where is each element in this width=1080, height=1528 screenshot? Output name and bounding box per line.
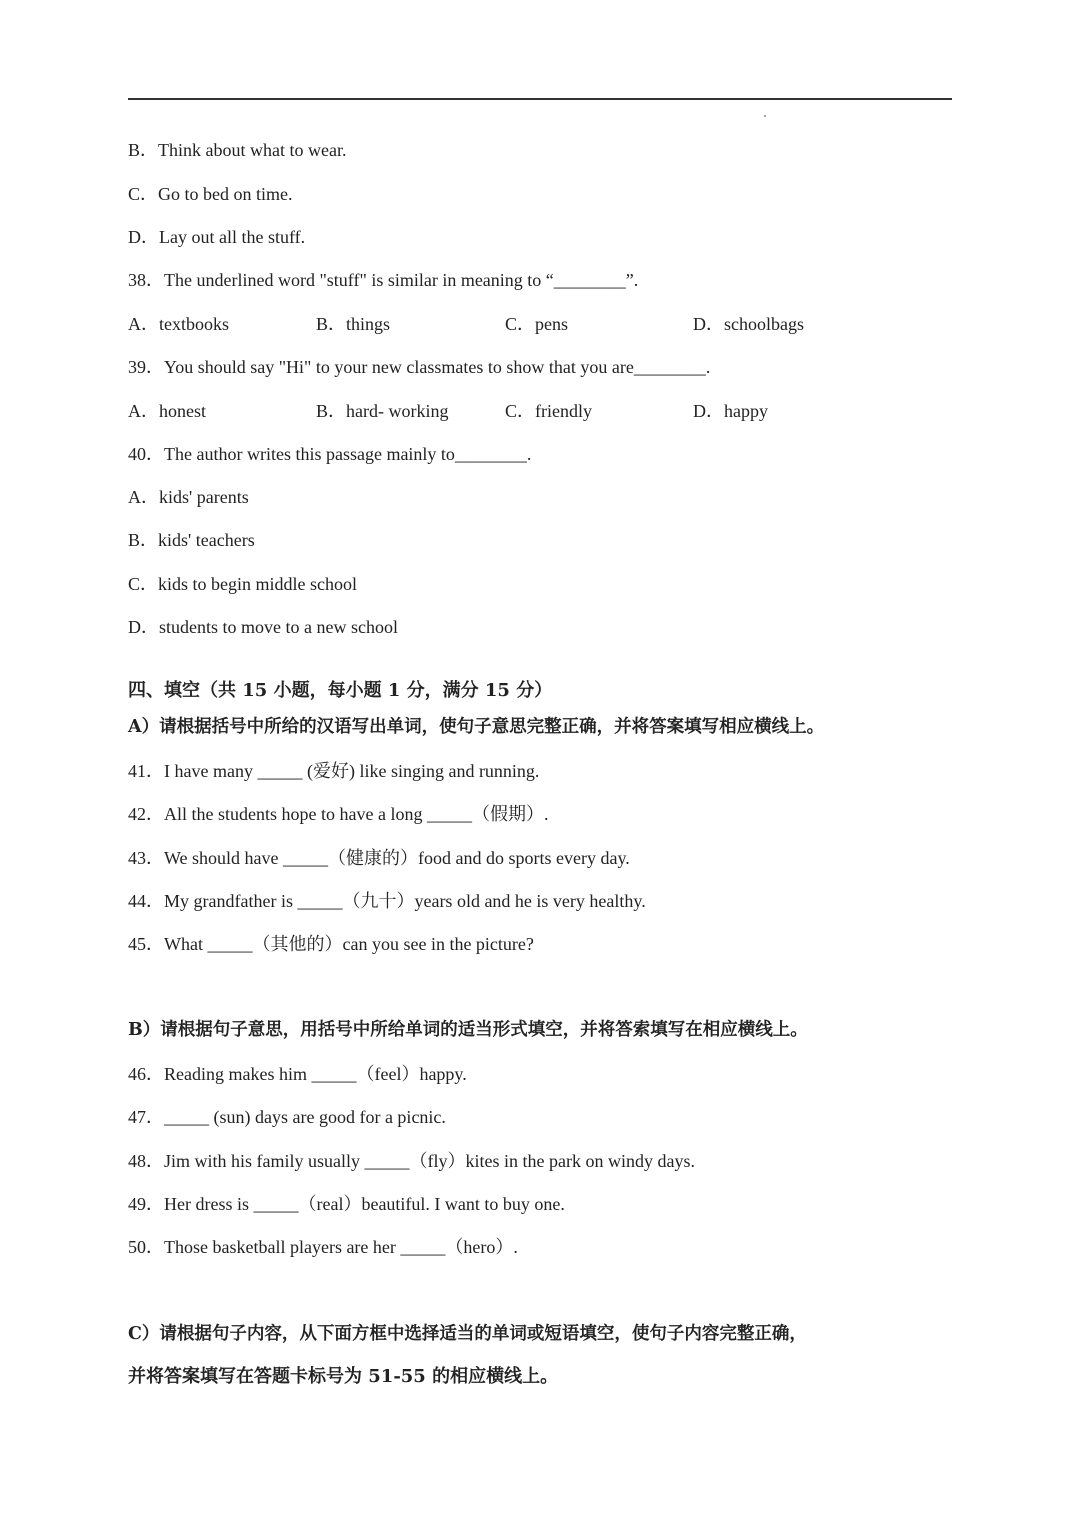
part-c-instruction-line-2: 并将答案填写在答题卡标号为 51-55 的相应横线上。 <box>128 1366 559 1387</box>
q40-option-b: B．kids' teachers <box>128 530 255 550</box>
question-46: 46．Reading makes him _____（feel）happy. <box>128 1064 467 1084</box>
header-rule <box>128 98 952 100</box>
question-48: 48．Jim with his family usually _____（fly）kites in the park on windy days. <box>128 1151 695 1171</box>
q38-option-d: D．schoolbags <box>693 314 804 334</box>
q40-option-d: D．students to move to a new school <box>128 617 398 637</box>
question-47: 47．_____ (sun) days are good for a picnic. <box>128 1107 446 1127</box>
q40-option-a: A．kids' parents <box>128 487 249 507</box>
q37-option-d: D．Lay out all the stuff. <box>128 227 306 247</box>
q40-option-c: C．kids to begin middle school <box>128 574 357 594</box>
q39-options <box>128 400 952 422</box>
q37-option-b: B．Think about what to wear. <box>128 140 347 160</box>
q38-option-a: A．textbooks <box>128 314 229 334</box>
q38-option-c: C．pens <box>505 314 568 334</box>
question-40: 40．The author writes this passage mainly to________. <box>128 444 532 464</box>
question-49: 49．Her dress is _____（real）beautiful. I want to buy one. <box>128 1194 565 1214</box>
part-c-instruction-line-1: C）请根据句子内容，从下面方框中选择适当的单词或短语填空，使句子内容完整正确， <box>128 1324 807 1344</box>
question-50: 50．Those basketball players are her _____（hero）. <box>128 1237 518 1257</box>
q38-options <box>128 313 952 335</box>
question-45: 45．What _____（其他的）can you see in the picture? <box>128 934 534 954</box>
section-4-title: 四、填空（共 15 小题，每小题 1 分，满分 15 分） <box>128 680 553 701</box>
question-39: 39．You should say "Hi" to your new classmates to show that you are________. <box>128 357 711 377</box>
q37-option-c: C．Go to bed on time. <box>128 184 293 204</box>
scan-speck <box>764 115 766 117</box>
q39-option-c: C．friendly <box>505 401 592 421</box>
question-41: 41．I have many _____ (爱好) like singing and running. <box>128 761 540 781</box>
q38-option-b: B．things <box>316 314 391 334</box>
q39-option-a: A．honest <box>128 401 206 421</box>
part-b-instruction: B）请根据句子意思，用括号中所给单词的适当形式填空，并将答索填写在相应横线上。 <box>128 1020 808 1040</box>
question-38: 38．The underlined word "stuff" is similar in meaning to “________”. <box>128 270 639 290</box>
question-43: 43．We should have _____（健康的）food and do sports every day. <box>128 848 630 868</box>
q39-option-b: B．hard- working <box>316 401 449 421</box>
question-44: 44．My grandfather is _____（九十）years old and he is very healthy. <box>128 891 646 911</box>
q39-option-d: D．happy <box>693 401 768 421</box>
part-a-instruction: A）请根据括号中所给的汉语写出单词，使句子意思完整正确，并将答案填写相应横线上。 <box>128 717 825 737</box>
question-42: 42．All the students hope to have a long _____（假期）. <box>128 804 549 824</box>
